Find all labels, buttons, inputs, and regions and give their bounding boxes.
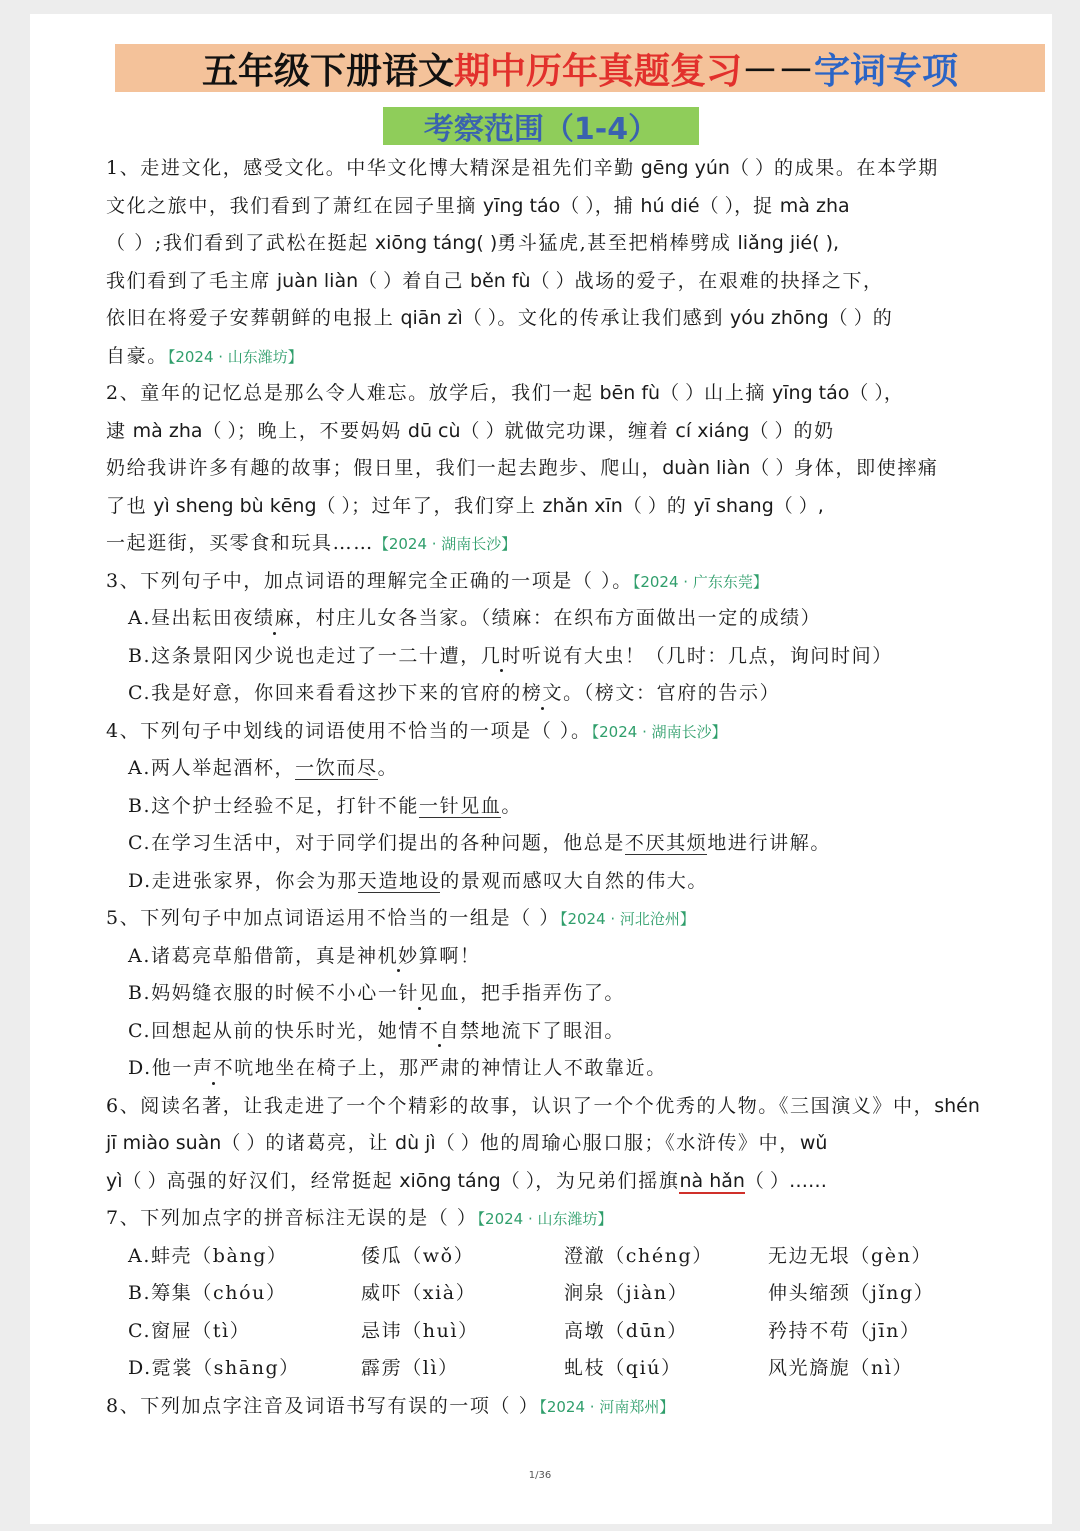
q5-option-a: A.诸葛亮草船借箭，真是神机妙算啊！ <box>106 938 1026 976</box>
scope-banner: 考察范围（1-4） <box>383 107 699 145</box>
q1-line-3: （ ）;我们看到了武松在挺起 xiōng táng( )勇斗猛虎,甚至把梢棒劈成 liǎng jié( ), <box>106 232 840 254</box>
q6-line-2: jī miào suàn（ ）的诸葛亮，让 dù jì（ ）他的周瑜心服口服；《水浒传》中，wǔ <box>106 1132 828 1154</box>
q7-row-b: B.筹集（chóu） 威吓（xià） 涧泉（jiàn） 伸头缩颈（jǐng） <box>128 1282 935 1304</box>
q3-option-c: C.我是好意，你回来看看这抄下来的官府的榜文。（榜文：官府的告示） <box>106 675 1026 713</box>
q7-row-d: D.霓裳（shāng） 霹雳（lì） 虬枝（qiú） 风光旖旎（nì） <box>128 1357 914 1379</box>
q7-stem: 7、下列加点字的拼音标注无误的是（ ）【2024 · 山东潍坊】 <box>106 1207 613 1229</box>
q3-source-tag: 【2024 · 广东东莞】 <box>632 572 768 591</box>
q8-stem: 8、下列加点字注音及词语书写有误的一项（ ）【2024 · 河南郑州】 <box>106 1394 675 1417</box>
q5-stem: 5、下列句子中加点词语运用不恰当的一组是（ ）【2024 · 河北沧州】 <box>106 907 695 929</box>
q1-line-1: 1、走进文化，感受文化。中华文化博大精深是祖先们辛勤 gēng yún（ ）的成果。在本学期 <box>106 157 939 179</box>
q7-row-a: A.蚌壳（bàng） 倭瓜（wǒ） 澄澈（chéng） 无边无垠（gèn） <box>128 1244 933 1267</box>
q1-line-2: 文化之旅中，我们看到了萧红在园子里摘 yīng táo（ ），捕 hú dié（ ），捉 mà zha <box>106 194 850 217</box>
title-grade: 五年级下册语文 <box>201 50 454 92</box>
question-list <box>106 150 1026 1425</box>
q6-line-1: 6、阅读名著，让我走进了一个个精彩的故事，认识了一个个优秀的人物。《三国演义》中，shén <box>106 1094 980 1117</box>
q7-row-c: C.窗屉（tì） 忌讳（huì） 高墩（dūn） 矜持不苟（jīn） <box>128 1319 921 1342</box>
q4-stem: 4、下列句子中划线的词语使用不恰当的一项是（ ）。【2024 · 湖南长沙】 <box>106 719 727 742</box>
page-title <box>115 44 1045 92</box>
q3-stem: 3、下列句子中，加点词语的理解完全正确的一项是（ ）。【2024 · 广东东莞】 <box>106 569 768 592</box>
q8-source-tag: 【2024 · 河南郑州】 <box>539 1397 675 1416</box>
q2-line-3: 奶给我讲许多有趣的故事；假日里，我们一起去跑步、爬山，duàn liàn（ ）身体，即使摔痛 <box>106 457 939 479</box>
q4-option-b: B.这个护士经验不足，打针不能一针见血。 <box>128 794 523 817</box>
q2-line-4: 了也 yì sheng bù kēng（ ）；过年了，我们穿上 zhǎn xīn（ ）的 yī shang（ ）, <box>106 494 824 517</box>
q1-source-tag: 【2024 · 山东潍坊】 <box>167 347 303 366</box>
q6-line-3: yì（ ）高强的好汉们，经常挺起 xiōng táng（ ），为兄弟们摇旗nà hǎn（ ）…… <box>106 1169 827 1192</box>
q5-option-b: B.妈妈缝衣服的时候不小心一针见血，把手指弄伤了。 <box>106 975 1026 1013</box>
q5-option-c: C.回想起从前的快乐时光，她情不自禁地流下了眼泪。 <box>106 1013 1026 1051</box>
q5-source-tag: 【2024 · 河北沧州】 <box>559 910 695 928</box>
q5-option-d: D.他一声不吭地坐在椅子上，那严肃的神情让人不敢靠近。 <box>106 1050 1026 1088</box>
q2-source-tag: 【2024 · 湖南长沙】 <box>373 535 517 553</box>
q4-source-tag: 【2024 · 湖南长沙】 <box>591 722 727 741</box>
q4-option-d: D.走进张家界，你会为那天造地设的景观而感叹大自然的伟大。 <box>128 869 709 892</box>
q1-line-5: 依旧在将爱子安葬朝鲜的电报上 qiān zì（ ）。文化的传承让我们感到 yóu zhōng（ ）的 <box>106 307 894 329</box>
q1-line-4: 我们看到了毛主席 juàn liàn（ ）着自己 běn fù（ ）战场的爱子，在艰难的抉择之下， <box>106 269 884 292</box>
q3-option-a: A.昼出耘田夜绩麻，村庄儿女各当家。（绩麻：在织布方面做出一定的成绩） <box>106 600 1026 638</box>
page-number: 1/36 <box>528 1470 552 1481</box>
q2-line-2: 逮 mà zha（ ）；晚上，不要妈妈 dū cù（ ）就做完功课，缠着 cí xiáng（ ）的奶 <box>106 419 835 442</box>
q3-option-b: B.这条景阳冈少说也走过了一二十遭，几时听说有大虫！（几时：几点，询问时间） <box>106 638 1026 676</box>
q2-line-1: 2、童年的记忆总是那么令人难忘。放学后，我们一起 bēn fù（ ）山上摘 yīng táo（ ）， <box>106 382 903 404</box>
title-dash: －－ <box>742 50 815 92</box>
q4-option-c: C.在学习生活中，对于同学们提出的各种问题，他总是不厌其烦地进行讲解。 <box>128 832 831 854</box>
q4-option-a: A.两人举起酒杯，一饮而尽。 <box>128 757 399 779</box>
title-topic: 字词专项 <box>814 50 959 92</box>
title-exam: 期中历年真题复习 <box>453 50 742 92</box>
q7-source-tag: 【2024 · 山东潍坊】 <box>477 1210 613 1228</box>
q2-line-5: 一起逛街，买零食和玩具……【2024 · 湖南长沙】 <box>106 532 517 554</box>
q1-line-6: 自豪。【2024 · 山东潍坊】 <box>106 344 303 367</box>
